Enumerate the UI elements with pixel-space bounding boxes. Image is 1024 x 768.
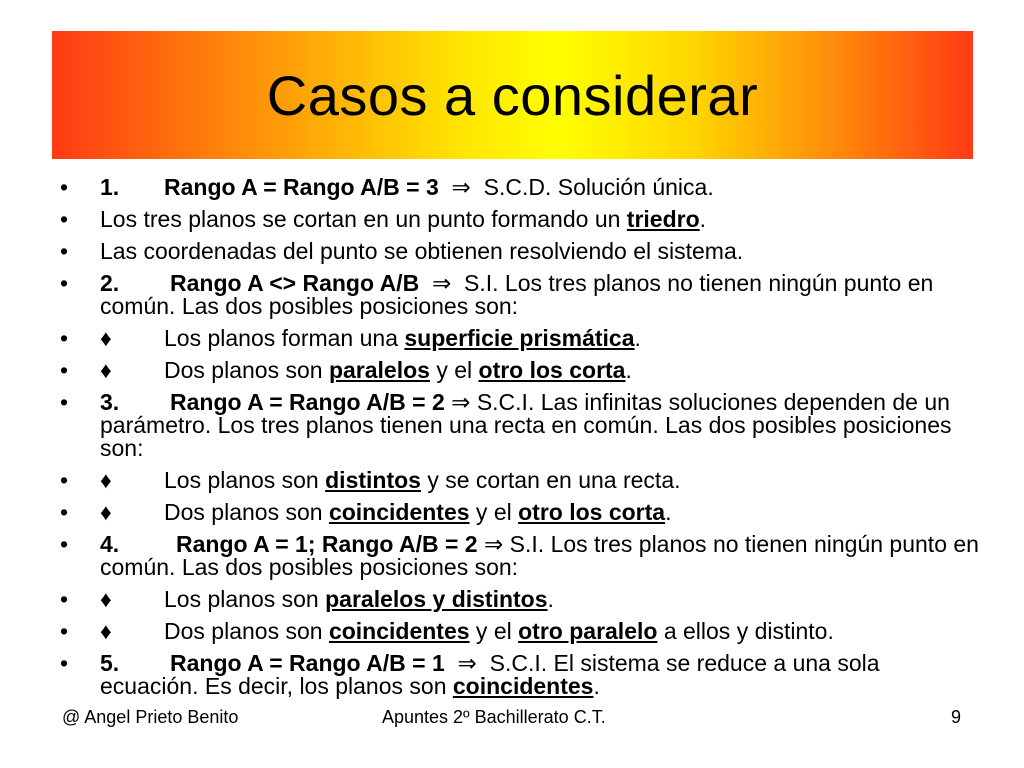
implies-icon: ⇒ xyxy=(457,650,477,676)
implies-icon: ⇒ xyxy=(451,174,471,200)
implies-icon: ⇒ xyxy=(451,389,471,415)
list-item: • ♦ Los planos son paralelos y distintos. xyxy=(60,586,554,612)
list-item: • 5. Rango A = Rango A/B = 1 ⇒ S.C.I. El sistema se reduce a una sola ecuación. Es decir, los planos son coincidentes. xyxy=(60,650,880,699)
list-item: • 3. Rango A = Rango A/B = 2 ⇒ S.C.I. Las infinitas soluciones dependen de un parámetro. Los tres planos tienen una recta en común. Las dos posibles posiciones son: xyxy=(60,389,952,461)
diamond-icon: ♦ xyxy=(100,325,112,351)
bullet-icon: • xyxy=(60,238,69,264)
bullet-icon: • xyxy=(60,206,69,232)
diamond-icon: ♦ xyxy=(100,586,112,612)
underlined-term: otro los corta xyxy=(478,357,626,383)
list-item: • ♦ Los planos son distintos y se cortan en una recta. xyxy=(60,467,681,493)
title-banner xyxy=(52,31,973,159)
bullet-icon: • xyxy=(60,499,69,525)
underlined-term: coincidentes xyxy=(328,499,470,525)
bullet-icon: • xyxy=(60,531,69,557)
bullet-list xyxy=(60,176,980,707)
list-item: • 1. Rango A = Rango A/B = 3 ⇒ S.C.D. Solución única. xyxy=(60,174,714,200)
underlined-term: paralelos y distintos xyxy=(325,586,548,612)
footer-course: Apuntes 2º Bachillerato C.T. xyxy=(382,707,606,727)
list-item: • Los tres planos se cortan en un punto formando un triedro. xyxy=(60,206,707,232)
bullet-icon: • xyxy=(60,174,69,200)
list-item: • Las coordenadas del punto se obtienen resolviendo el sistema. xyxy=(60,238,744,264)
underlined-term: triedro xyxy=(626,206,700,232)
list-item: • ♦ Dos planos son paralelos y el otro los corta. xyxy=(60,357,632,383)
list-item: • 4. Rango A = 1; Rango A/B = 2 ⇒ S.I. Los tres planos no tienen ningún punto en común. Las dos posibles posiciones son: xyxy=(60,531,979,580)
underlined-term: distintos xyxy=(325,467,421,493)
underlined-term: paralelos xyxy=(328,357,430,383)
slide-title: Casos a considerar xyxy=(266,63,759,127)
page-number: 9 xyxy=(951,707,962,727)
implies-icon: ⇒ xyxy=(431,270,452,296)
bullet-icon: • xyxy=(60,586,69,612)
list-item: • ♦ Los planos forman una superficie prismática. xyxy=(60,325,641,351)
list-item: • ♦ Dos planos son coincidentes y el otro paralelo a ellos y distinto. xyxy=(60,618,834,644)
diamond-icon: ♦ xyxy=(100,357,112,383)
list-item: • ♦ Dos planos son coincidentes y el otro los corta. xyxy=(60,499,672,525)
bullet-icon: • xyxy=(60,357,69,383)
underlined-term: coincidentes xyxy=(452,673,594,699)
diamond-icon: ♦ xyxy=(100,499,112,525)
underlined-term: otro los corta xyxy=(518,499,666,525)
underlined-term: coincidentes xyxy=(328,618,470,644)
bullet-icon: • xyxy=(60,325,69,351)
list-item: • 2. Rango A <> Rango A/B ⇒ S.I. Los tres planos no tienen ningún punto en común. Las dos posibles posiciones son: xyxy=(60,270,934,319)
diamond-icon: ♦ xyxy=(100,618,112,644)
bullet-icon: • xyxy=(60,270,69,296)
bullet-icon: • xyxy=(60,389,69,415)
underlined-term: superficie prismática xyxy=(404,325,635,351)
footer-author: @ Angel Prieto Benito xyxy=(62,707,239,727)
bullet-icon: • xyxy=(60,650,69,676)
underlined-term: otro paralelo xyxy=(518,618,658,644)
bullet-icon: • xyxy=(60,618,69,644)
bullet-icon: • xyxy=(60,467,69,493)
implies-icon: ⇒ xyxy=(484,531,504,557)
diamond-icon: ♦ xyxy=(100,467,112,493)
slide-footer xyxy=(0,707,1024,733)
